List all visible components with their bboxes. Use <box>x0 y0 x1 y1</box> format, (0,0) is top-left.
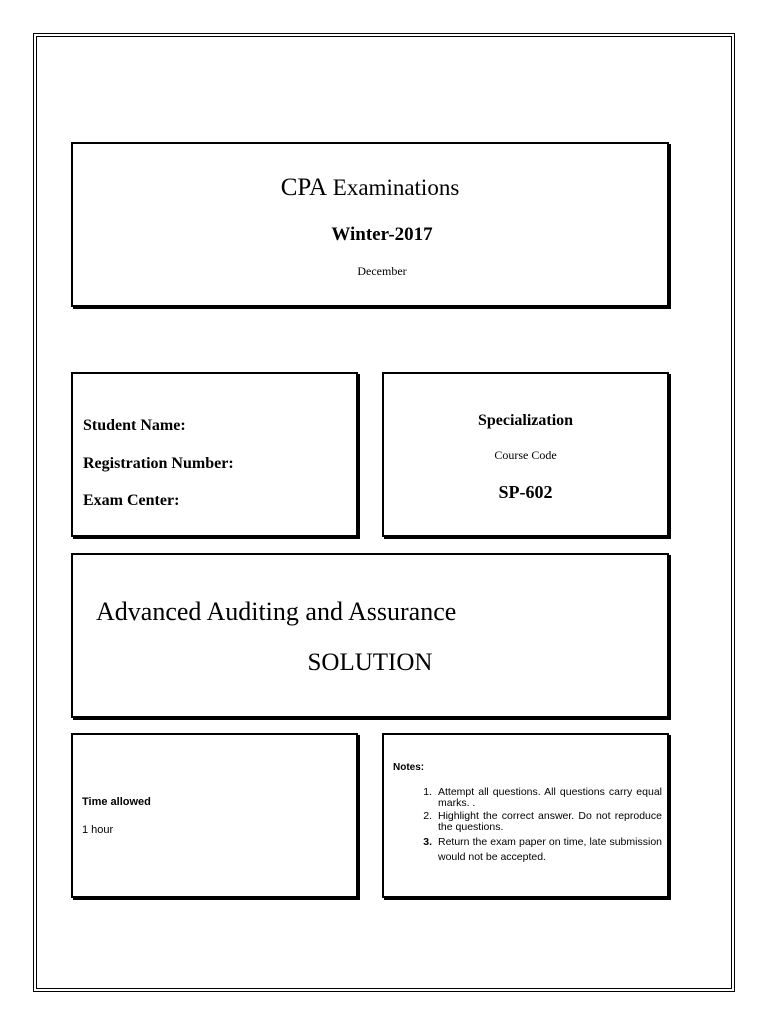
note-item <box>398 835 662 865</box>
note-item <box>398 811 662 833</box>
student-name-label: Student Name: <box>83 417 186 434</box>
exam-type: Examinations <box>327 175 460 200</box>
exam-title <box>73 174 667 202</box>
note-text: Attempt all questions. All questions carry equal marks. . <box>438 786 662 809</box>
note-item <box>398 787 662 809</box>
note-text: Return the exam paper on time, late submission would not be accepted. <box>438 836 662 863</box>
note-number: 3. <box>423 836 432 848</box>
student-info-box <box>71 372 358 537</box>
registration-number-label: Registration Number: <box>83 455 234 472</box>
subject-title: Advanced Auditing and Assurance <box>96 597 457 626</box>
specialization-label: Specialization <box>477 412 574 429</box>
notes-title: Notes: <box>393 762 425 773</box>
solution-label: SOLUTION <box>307 649 433 676</box>
note-number: 2. <box>423 810 432 822</box>
note-text: Highlight the correct answer. Do not reproduce the questions. <box>438 810 662 833</box>
note-number: 1. <box>423 786 432 798</box>
exam-center-label: Exam Center: <box>83 492 180 509</box>
exam-month: December <box>357 264 407 278</box>
notes-list <box>398 787 662 867</box>
exam-header-box <box>71 142 669 307</box>
course-code: SP-602 <box>498 482 553 502</box>
subject-box <box>71 553 669 718</box>
specialization-box <box>382 372 669 537</box>
time-allowed-value: 1 hour <box>82 824 114 836</box>
exam-session: Winter-2017 <box>331 224 433 245</box>
exam-body: CPA <box>280 174 328 201</box>
time-allowed-box <box>71 733 358 898</box>
course-code-label: Course Code <box>494 448 557 462</box>
time-allowed-label: Time allowed <box>82 796 151 808</box>
notes-box <box>382 733 669 898</box>
